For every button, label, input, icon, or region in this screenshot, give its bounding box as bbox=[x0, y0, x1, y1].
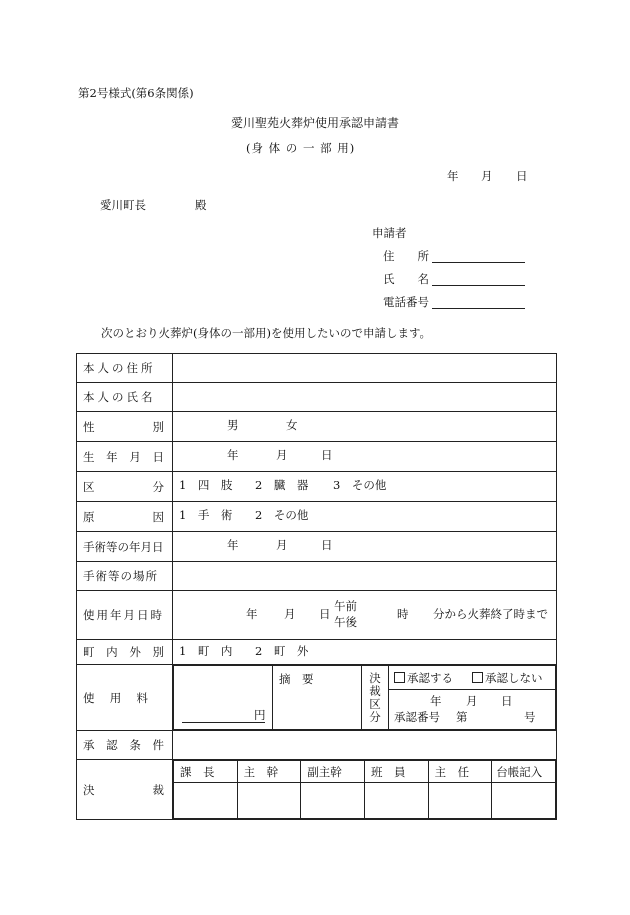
applicant-phone-field[interactable] bbox=[432, 308, 525, 309]
option-male[interactable]: 男 bbox=[227, 418, 239, 432]
applicant-name-label: 氏 名 bbox=[383, 272, 429, 286]
approval-stamp-3[interactable] bbox=[364, 783, 428, 819]
category-opt2[interactable]: 2 臓 器 bbox=[255, 478, 309, 492]
approval-number-go: 号 bbox=[524, 710, 536, 724]
row-fee bbox=[77, 665, 557, 731]
reject-checkbox[interactable] bbox=[472, 672, 543, 685]
approval-stamp-0[interactable] bbox=[174, 783, 238, 819]
row-category bbox=[77, 472, 557, 502]
approve-label: 承認する bbox=[407, 671, 453, 685]
label-sex: 性 別 bbox=[83, 419, 164, 434]
birth-year: 年 bbox=[227, 448, 239, 462]
label-name: 本人の氏名 bbox=[83, 390, 156, 404]
row-surgery-date bbox=[77, 532, 557, 562]
label-surgery-place: 手術等の場所 bbox=[83, 569, 158, 583]
reject-label: 承認しない bbox=[485, 671, 543, 685]
row-birth bbox=[77, 442, 557, 472]
decision-year: 年 bbox=[430, 694, 442, 708]
use-day: 日 bbox=[319, 607, 331, 621]
date-day: 日 bbox=[516, 169, 528, 183]
label-category: 区 分 bbox=[83, 479, 164, 494]
label-address: 本人の住所 bbox=[83, 361, 156, 375]
form-subtitle: (身 体 の 一 部 用) bbox=[246, 141, 356, 155]
fee-summary-label: 摘 要 bbox=[279, 672, 314, 686]
birth-day: 日 bbox=[321, 448, 333, 462]
decision-day: 日 bbox=[501, 694, 513, 708]
row-conditions bbox=[77, 731, 557, 760]
row-sex bbox=[77, 412, 557, 442]
row-town bbox=[77, 640, 557, 665]
fee-yen: 円 bbox=[254, 708, 266, 722]
cause-opt2[interactable]: 2 その他 bbox=[255, 508, 309, 522]
decision-month: 月 bbox=[466, 694, 478, 708]
date-month: 月 bbox=[481, 169, 493, 183]
approve-checkbox-box[interactable] bbox=[394, 672, 405, 683]
addressee: 愛川町長 bbox=[100, 198, 146, 212]
form-title: 愛川聖苑火葬炉使用承認申請書 bbox=[231, 116, 400, 130]
approval-stamp-5[interactable] bbox=[492, 783, 556, 819]
row-address bbox=[77, 354, 557, 383]
row-approval bbox=[77, 760, 557, 820]
applicant-address-field[interactable] bbox=[432, 262, 525, 263]
field-address[interactable] bbox=[173, 354, 557, 383]
label-approval: 決 裁 bbox=[83, 782, 164, 797]
approval-col-3: 班 員 bbox=[364, 761, 428, 783]
approval-col-1: 主 幹 bbox=[237, 761, 301, 783]
use-am[interactable]: 午前 bbox=[334, 599, 357, 613]
approve-checkbox[interactable] bbox=[394, 672, 453, 685]
label-cause: 原 因 bbox=[83, 509, 164, 524]
approval-col-4: 主 任 bbox=[428, 761, 492, 783]
approval-col-0: 課 長 bbox=[174, 761, 238, 783]
cause-opt1[interactable]: 1 手 術 bbox=[179, 508, 233, 522]
town-opt2[interactable]: 2 町 外 bbox=[255, 644, 309, 658]
category-opt3[interactable]: 3 その他 bbox=[333, 478, 387, 492]
category-opt1[interactable]: 1 四 肢 bbox=[179, 478, 233, 492]
label-fee: 使 用 料 bbox=[83, 690, 148, 705]
field-name[interactable] bbox=[173, 383, 557, 412]
label-surgery-date: 手術等の年月日 bbox=[83, 539, 164, 554]
fee-amount-field[interactable] bbox=[182, 710, 265, 723]
decision-category-label: 決裁区分 bbox=[369, 670, 381, 724]
use-tail: 分から火葬終了時まで bbox=[433, 607, 548, 621]
applicant-label: 申請者 bbox=[372, 226, 407, 240]
intro-text: 次のとおり火葬炉(身体の一部用)を使用したいので申請します。 bbox=[101, 326, 432, 340]
reject-checkbox-box[interactable] bbox=[472, 672, 483, 683]
applicant-phone-label: 電話番号 bbox=[383, 295, 429, 309]
row-name bbox=[77, 383, 557, 412]
approval-stamp-4[interactable] bbox=[428, 783, 492, 819]
approval-col-5: 台帳記入 bbox=[492, 761, 556, 783]
form-number: 第2号様式(第6条関係) bbox=[78, 86, 194, 100]
option-female[interactable]: 女 bbox=[286, 418, 298, 432]
date-year: 年 bbox=[447, 169, 459, 183]
application-form-table bbox=[76, 353, 557, 820]
honorific: 殿 bbox=[195, 198, 207, 212]
approval-number-label: 承認番号 bbox=[394, 710, 440, 724]
use-month: 月 bbox=[284, 607, 296, 621]
approval-number-dai: 第 bbox=[456, 710, 468, 724]
field-conditions[interactable] bbox=[173, 731, 557, 760]
row-surgery-place bbox=[77, 562, 557, 591]
row-use-datetime bbox=[77, 591, 557, 640]
label-birth: 生 年 月 日 bbox=[83, 449, 164, 464]
fee-subtable bbox=[173, 665, 556, 730]
approval-col-2: 副主幹 bbox=[301, 761, 365, 783]
use-hour: 時 bbox=[397, 607, 409, 621]
birth-month: 月 bbox=[276, 448, 288, 462]
row-cause bbox=[77, 502, 557, 532]
label-use-datetime: 使用年月日時 bbox=[83, 608, 164, 622]
town-opt1[interactable]: 1 町 内 bbox=[179, 644, 233, 658]
surgery-year: 年 bbox=[227, 538, 239, 552]
field-surgery-place[interactable] bbox=[173, 562, 557, 591]
label-town: 町 内 外 別 bbox=[83, 645, 164, 659]
approval-stamp-1[interactable] bbox=[237, 783, 301, 819]
surgery-month: 月 bbox=[276, 538, 288, 552]
label-conditions: 承 認 条 件 bbox=[83, 738, 164, 752]
approval-stamp-2[interactable] bbox=[301, 783, 365, 819]
use-pm[interactable]: 午後 bbox=[334, 615, 357, 629]
approval-subtable bbox=[173, 760, 556, 819]
applicant-name-field[interactable] bbox=[432, 285, 525, 286]
use-year: 年 bbox=[246, 607, 258, 621]
applicant-address-label: 住 所 bbox=[383, 249, 429, 263]
surgery-day: 日 bbox=[321, 538, 333, 552]
